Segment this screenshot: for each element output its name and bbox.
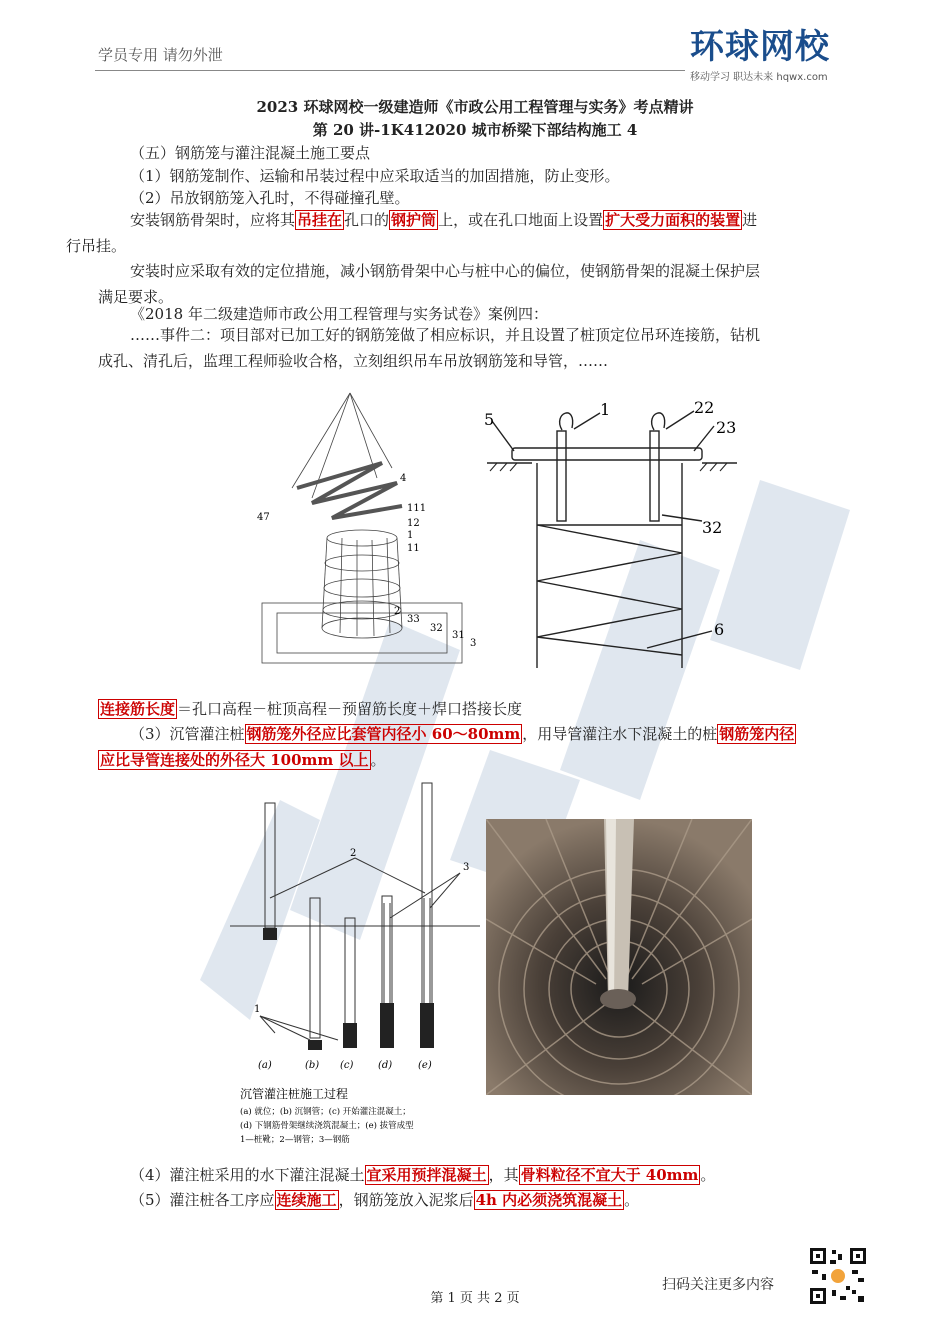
photo-cage-interior bbox=[486, 819, 752, 1095]
case-event-two: ……事件二：项目部对已加工好的钢筋笼做了相应标识，并且设置了桩顶定位吊环连接筋，钻机 成孔、清孔后，监理工程师验收合格，立刻组织吊车吊放钢筋笼和导管，…… bbox=[98, 326, 761, 370]
fig1-label-4: 4 bbox=[400, 473, 407, 484]
header-divider bbox=[95, 70, 685, 71]
document-title-1: 2023 环球网校一级建造师《市政公用工程管理与实务》考点精讲 bbox=[256, 98, 694, 116]
fig1-label-12: 12 bbox=[407, 518, 420, 529]
highlight-casing: 钢护筒 bbox=[391, 211, 437, 229]
fig1-label-31: 31 bbox=[452, 630, 465, 641]
header-left-text: 学员专用 请勿外泄 bbox=[98, 46, 223, 64]
fig2-label-1: 1 bbox=[600, 400, 611, 419]
logo-main-text: 环球网校 bbox=[690, 27, 830, 67]
section-heading-5: （五）钢筋笼与灌注混凝土施工要点 bbox=[130, 144, 371, 162]
fig3-sub-e: (e) bbox=[418, 1060, 432, 1071]
highlight-4h: 4h 内必须浇筑混凝土 bbox=[475, 1191, 623, 1209]
point-2: （2）吊放钢筋笼入孔时，不得碰撞孔壁。 bbox=[130, 189, 410, 207]
qr-caption: 扫码关注更多内容 bbox=[662, 1277, 774, 1293]
fig3-label-3: 3 bbox=[463, 862, 470, 873]
fig3-sub-b: (b) bbox=[305, 1060, 320, 1071]
fig1-label-2: 2 bbox=[394, 606, 401, 617]
highlight-device: 扩大受力面积的装置 bbox=[605, 211, 741, 229]
fig3-label-1: 1 bbox=[254, 1004, 261, 1015]
highlight-aggregate: 骨料粒径不宜大于 40mm bbox=[520, 1166, 699, 1184]
highlight-continuous: 连续施工 bbox=[276, 1191, 337, 1209]
paragraph-positioning: 安装时应采取有效的定位措施，减小钢筋骨架中心与桩中心的偏位，使钢筋骨架的混凝土保护层 满足要求。 bbox=[98, 262, 761, 306]
fig2-label-6: 6 bbox=[714, 620, 725, 639]
fig2-label-22: 22 bbox=[694, 398, 715, 417]
fig3-sub-d: (d) bbox=[378, 1060, 393, 1071]
fig1-label-11: 11 bbox=[407, 543, 420, 554]
point-4: （4）灌注桩采用的水下灌注混凝土 宜采用预拌混凝土 ，其 骨料粒径不宜大于 40mm 。 bbox=[130, 1166, 716, 1184]
highlight-inner-diameter: 钢筋笼内径 bbox=[719, 725, 795, 743]
fig3-label-2: 2 bbox=[350, 848, 357, 859]
fig1-label-3: 3 bbox=[470, 638, 477, 649]
fig3-caption-line1: (a) 就位；(b) 沉钢管；(c) 开始灌注混凝土； bbox=[240, 1107, 411, 1117]
fig1-label-47: 47 bbox=[257, 512, 270, 523]
fig3-sub-c: (c) bbox=[340, 1060, 354, 1071]
fig3-caption-title: 沉管灌注桩施工过程 bbox=[240, 1087, 349, 1101]
paragraph-hanging: 安装钢筋骨架时，应将其 吊挂在 孔口的 钢护筒 上，或在孔口地面上设置 扩大受力面积的装置 进 行吊挂。 bbox=[66, 211, 758, 255]
figure-cage-hoisting bbox=[252, 388, 482, 688]
page-footer: 第 1 页 共 2 页 bbox=[430, 1291, 520, 1306]
point-5: （5）灌注桩各工序应 连续施工 ，钢筋笼放入泥浆后 4h 内必须浇筑混凝土 。 bbox=[130, 1191, 640, 1209]
formula-connecting-bar: 连接筋长度 ＝孔口高程－桩顶高程－预留筋长度＋焊口搭接长度 bbox=[100, 700, 523, 718]
highlight-outer-diameter: 钢筋笼外径应比套管内径小 60～80mm bbox=[246, 725, 521, 743]
logo-sub-text: 移动学习 职达未来 hqwx.com bbox=[690, 72, 828, 83]
highlight-premixed: 宜采用预拌混凝土 bbox=[366, 1166, 487, 1184]
fig3-caption-line3: 1—桩靴；2—钢管；3—钢筋 bbox=[240, 1135, 350, 1145]
brand-logo bbox=[690, 28, 865, 88]
fig3-caption-line2: (d) 下钢筋骨架继续浇筑混凝土；(e) 拔管成型 bbox=[240, 1121, 414, 1131]
figure-tube-pile-process bbox=[230, 778, 480, 1158]
fig2-label-5: 5 bbox=[484, 410, 495, 429]
case-reference: 《2018 年二级建造师市政公用工程管理与实务试卷》案例四： bbox=[130, 305, 548, 323]
document-title-2: 第 20 讲-1K412020 城市桥梁下部结构施工 4 bbox=[312, 121, 638, 139]
highlight-100mm: 应比导管连接处的外径大 100mm 以上 bbox=[100, 751, 369, 769]
highlight-bar-length: 连接筋长度 bbox=[100, 700, 176, 718]
fig2-label-23: 23 bbox=[716, 418, 737, 437]
fig1-label-111: 111 bbox=[407, 503, 427, 514]
fig1-label-1: 1 bbox=[407, 530, 414, 541]
point-3: （3）沉管灌注桩 钢筋笼外径应比套管内径小 60～80mm ，用导管灌注水下混凝土的桩 钢筋笼内径 应比导管连接处的外径大 100mm 以上 。 bbox=[100, 725, 795, 769]
figure-cage-section bbox=[482, 393, 742, 673]
fig2-label-32: 32 bbox=[702, 518, 723, 537]
highlight-hang: 吊挂在 bbox=[297, 211, 343, 229]
fig1-label-32: 32 bbox=[430, 623, 443, 634]
point-1: （1）钢筋笼制作、运输和吊装过程中应采取适当的加固措施，防止变形。 bbox=[130, 167, 620, 185]
fig1-label-33: 33 bbox=[407, 614, 420, 625]
fig3-sub-a: (a) bbox=[258, 1060, 272, 1071]
